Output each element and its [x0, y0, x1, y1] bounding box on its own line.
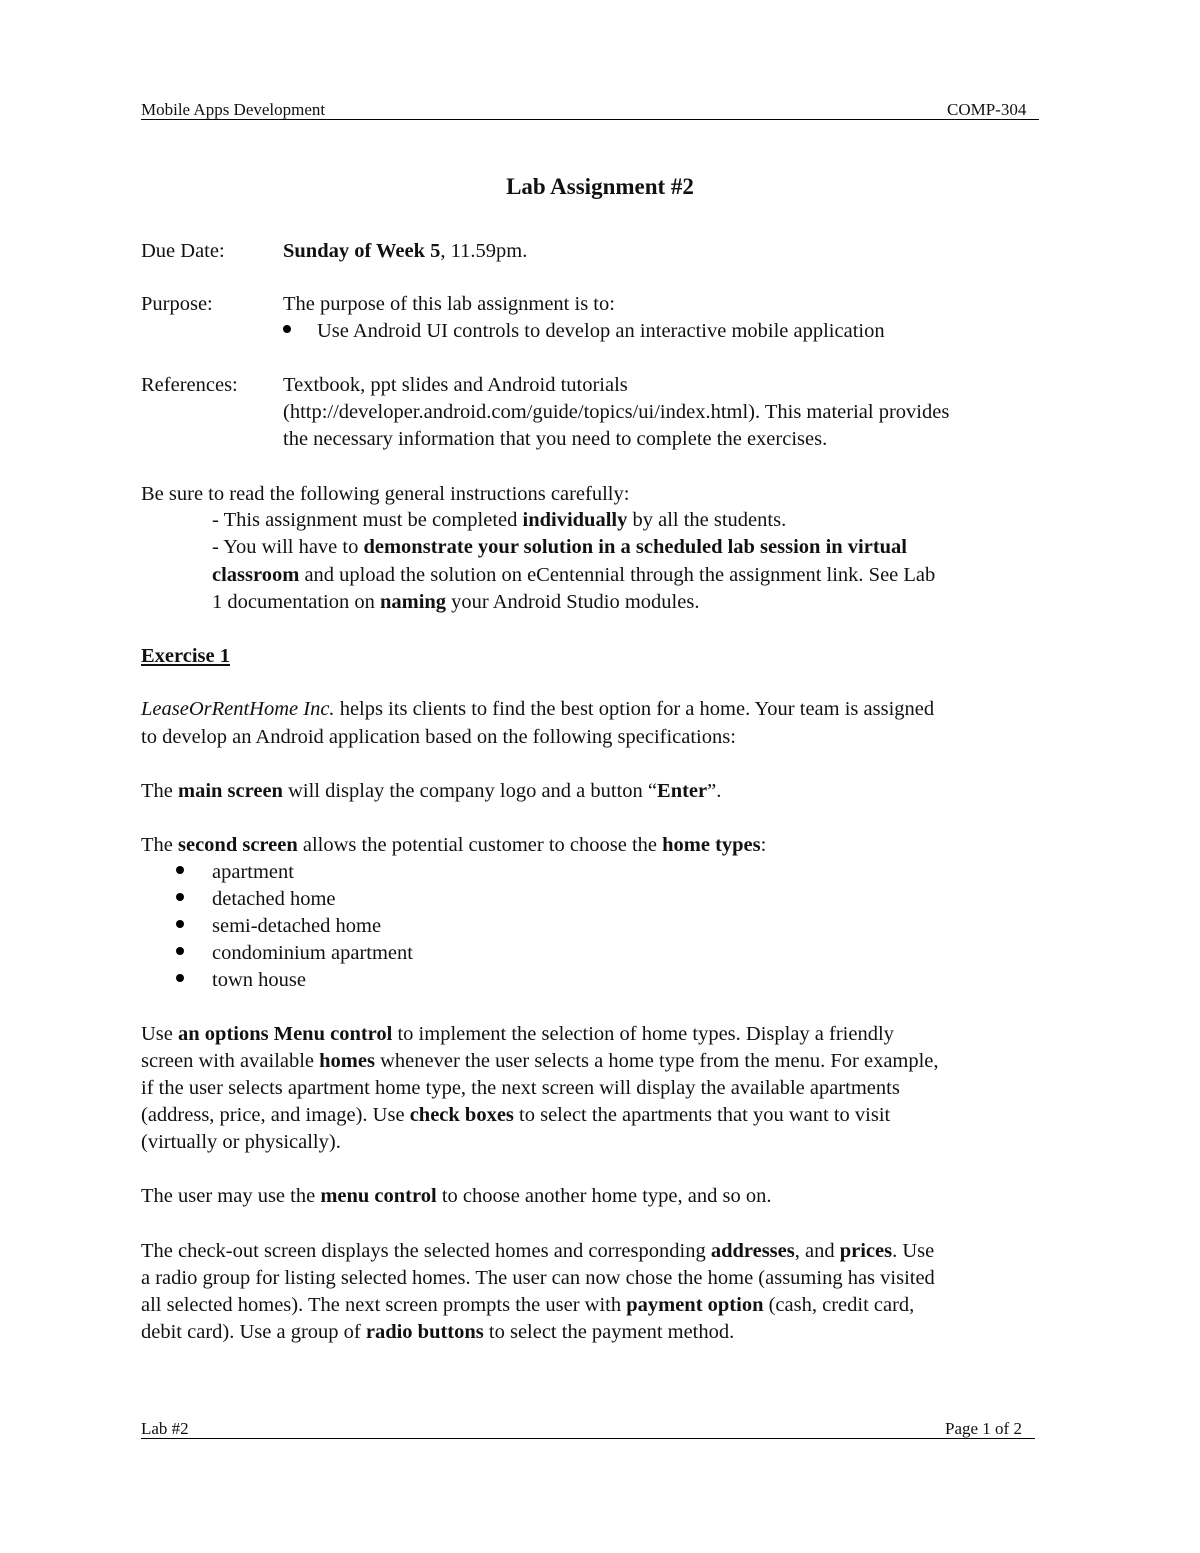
home-type-item: semi-detached home	[212, 915, 382, 937]
footer-rule	[141, 1438, 1035, 1439]
bullet-icon	[176, 866, 184, 874]
due-date-value: Sunday of Week 5, 11.59pm.	[283, 240, 528, 262]
home-type-item: town house	[212, 969, 306, 991]
checkout-paragraph-line: The check-out screen displays the selected homes and corresponding addresses, and prices. Use	[141, 1240, 935, 1262]
exercise-paragraph-line: LeaseOrRentHome Inc. helps its clients to find the best option for a home. Your team is assigned	[141, 698, 935, 720]
menu-paragraph-line: (address, price, and image). Use check boxes to select the apartments that you want to visit	[141, 1104, 891, 1126]
instruction-line: - You will have to demonstrate your solution in a scheduled lab session in virtual	[212, 536, 908, 558]
bullet-icon	[283, 325, 291, 333]
purpose-intro: The purpose of this lab assignment is to:	[283, 293, 615, 315]
checkout-paragraph-line: debit card). Use a group of radio buttons to select the payment method.	[141, 1321, 735, 1343]
home-type-item: condominium apartment	[212, 942, 413, 964]
instruction-line: classroom and upload the solution on eCentennial through the assignment link. See Lab	[212, 564, 936, 586]
bullet-icon	[176, 974, 184, 982]
home-type-item: detached home	[212, 888, 336, 910]
main-screen-paragraph: The main screen will display the company logo and a button “Enter”.	[141, 780, 722, 802]
references-line: the necessary information that you need to complete the exercises.	[283, 428, 828, 450]
home-type-item: apartment	[212, 861, 294, 883]
purpose-label: Purpose:	[141, 293, 213, 315]
footer-lab-number: Lab #2	[141, 1419, 189, 1438]
menu-paragraph-line: if the user selects apartment home type, the next screen will display the available apartments	[141, 1077, 900, 1099]
header-course-name: Mobile Apps Development	[141, 100, 326, 119]
exercise-heading: Exercise 1	[141, 645, 230, 667]
footer-page-number: Page 1 of 2	[945, 1419, 1022, 1438]
exercise-paragraph-line: to develop an Android application based on the following specifications:	[141, 726, 736, 748]
instruction-line: - This assignment must be completed individually by all the students.	[212, 509, 787, 531]
header-course-code: COMP-304	[947, 100, 1027, 119]
instruction-line: 1 documentation on naming your Android Studio modules.	[212, 591, 700, 613]
instructions-intro: Be sure to read the following general instructions carefully:	[141, 483, 630, 505]
purpose-bullet: Use Android UI controls to develop an interactive mobile application	[317, 320, 885, 342]
checkout-paragraph-line: a radio group for listing selected homes. The user can now chose the home (assuming has visited	[141, 1267, 935, 1289]
page-title: Lab Assignment #2	[506, 174, 694, 199]
second-screen-paragraph: The second screen allows the potential customer to choose the home types:	[141, 834, 767, 856]
bullet-icon	[176, 920, 184, 928]
menu-paragraph-line: (virtually or physically).	[141, 1131, 341, 1153]
menu-paragraph-line: screen with available homes whenever the user selects a home type from the menu. For example,	[141, 1050, 939, 1072]
checkout-paragraph-line: all selected homes). The next screen prompts the user with payment option (cash, credit card,	[141, 1294, 915, 1316]
references-label: References:	[141, 374, 238, 396]
menu-control-paragraph: The user may use the menu control to choose another home type, and so on.	[141, 1185, 772, 1207]
bullet-icon	[176, 947, 184, 955]
references-line: Textbook, ppt slides and Android tutorials	[283, 374, 628, 396]
header-rule	[141, 119, 1039, 120]
due-date-label: Due Date:	[141, 240, 225, 262]
references-line: (http://developer.android.com/guide/topics/ui/index.html). This material provides	[283, 401, 950, 423]
bullet-icon	[176, 893, 184, 901]
menu-paragraph-line: Use an options Menu control to implement the selection of home types. Display a friendly	[141, 1023, 894, 1045]
